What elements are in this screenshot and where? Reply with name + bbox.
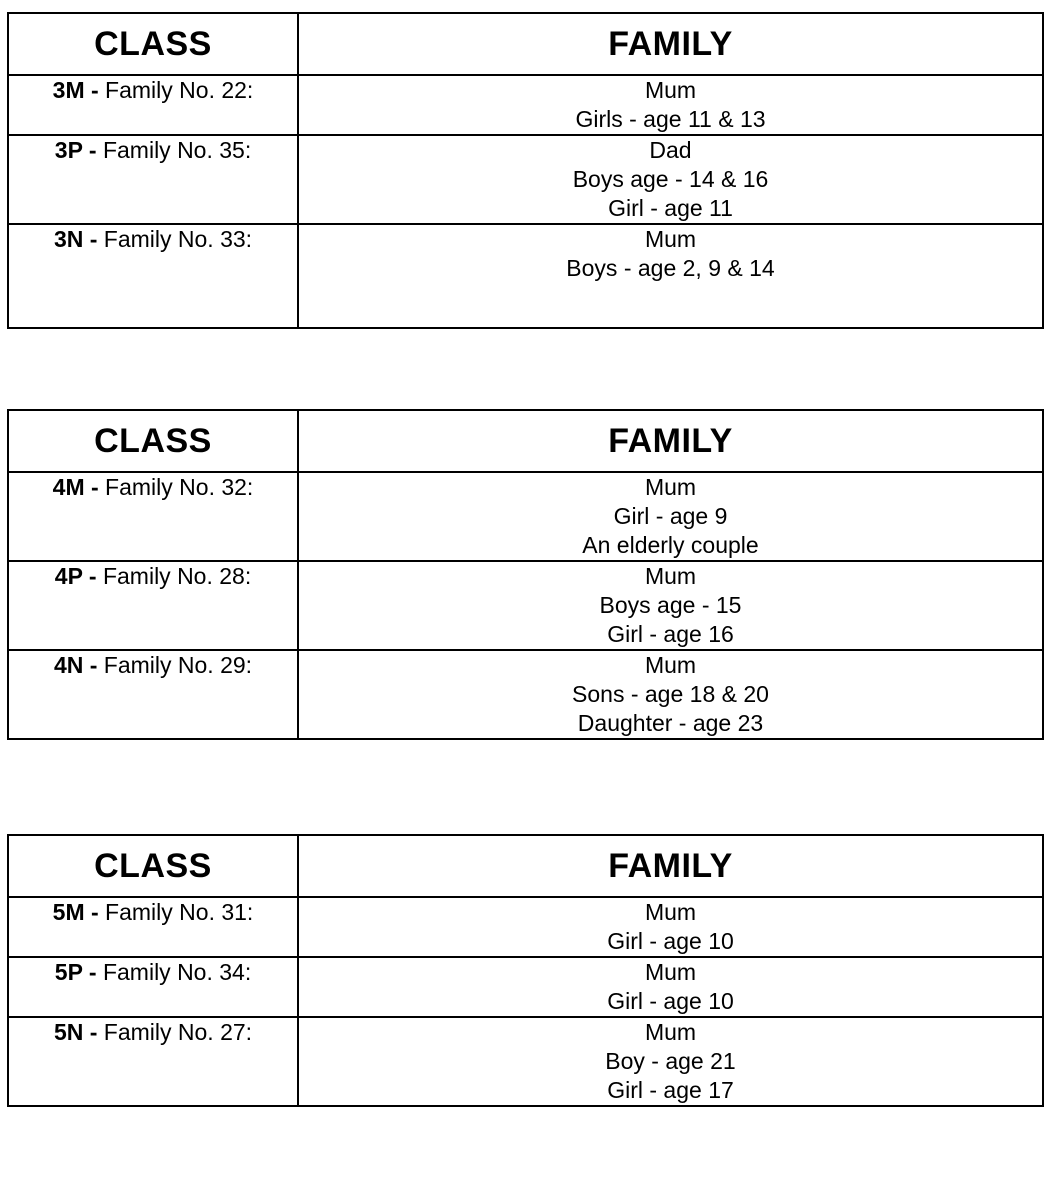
class-family-table-year-4 xyxy=(7,409,1044,740)
table-header-row xyxy=(8,13,1043,75)
table-row xyxy=(8,1017,1043,1106)
table-row xyxy=(8,650,1043,739)
class-code: 3P - xyxy=(54,137,97,163)
class-cell xyxy=(8,561,298,650)
class-code: 4N - xyxy=(53,652,98,678)
table-row xyxy=(8,897,1043,957)
table-header-row xyxy=(8,835,1043,897)
table-row xyxy=(8,472,1043,561)
family-member: Mum xyxy=(644,474,697,500)
family-number-label: Family No. 35: xyxy=(96,137,252,163)
family-member: Mum xyxy=(644,959,697,985)
family-members-cell xyxy=(298,650,1043,739)
class-code: 4P - xyxy=(54,563,97,589)
class-cell xyxy=(8,957,298,1017)
table-header-row xyxy=(8,410,1043,472)
table-row xyxy=(8,561,1043,650)
class-cell xyxy=(8,650,298,739)
class-column-header: CLASS xyxy=(8,835,298,897)
class-column-header: CLASS xyxy=(8,13,298,75)
family-member: Mum xyxy=(644,226,697,252)
family-members-cell xyxy=(298,957,1043,1017)
family-number-label: Family No. 32: xyxy=(98,474,254,500)
family-member: Boys age - 15 xyxy=(599,592,742,618)
family-column-header: FAMILY xyxy=(298,13,1043,75)
family-member: Daughter - age 23 xyxy=(577,710,764,736)
family-member: Mum xyxy=(644,899,697,925)
family-member: Boys age - 14 & 16 xyxy=(572,166,769,192)
class-code: 5N - xyxy=(53,1019,98,1045)
family-member: An elderly couple xyxy=(582,532,759,558)
family-number-label: Family No. 31: xyxy=(98,899,254,925)
family-member: Mum xyxy=(644,77,697,103)
family-member: Mum xyxy=(644,563,697,589)
family-number-label: Family No. 33: xyxy=(97,226,253,252)
family-member: Dad xyxy=(649,137,692,163)
class-cell xyxy=(8,1017,298,1106)
class-cell xyxy=(8,135,298,224)
family-members-cell xyxy=(298,1017,1043,1106)
family-member: Mum xyxy=(644,1019,697,1045)
family-member: Girl - age 10 xyxy=(607,928,734,954)
family-number-label: Family No. 29: xyxy=(97,652,253,678)
family-member: Girl - age 17 xyxy=(607,1077,734,1103)
family-member: Boys - age 2, 9 & 14 xyxy=(566,255,775,281)
table-row xyxy=(8,224,1043,328)
family-members-cell xyxy=(298,897,1043,957)
class-code: 4M - xyxy=(52,474,99,500)
family-member: Sons - age 18 & 20 xyxy=(572,681,769,707)
class-family-table-year-5 xyxy=(7,834,1044,1107)
class-code: 3N - xyxy=(53,226,98,252)
family-number-label: Family No. 28: xyxy=(96,563,252,589)
class-cell xyxy=(8,472,298,561)
family-member: Girl - age 11 xyxy=(608,195,733,221)
family-member: Mum xyxy=(644,652,697,678)
class-cell xyxy=(8,897,298,957)
table-row xyxy=(8,957,1043,1017)
class-code: 5P - xyxy=(54,959,97,985)
family-member: Girl - age 10 xyxy=(607,988,734,1014)
family-member: Girl - age 16 xyxy=(607,621,734,647)
class-code: 3M - xyxy=(52,77,99,103)
family-column-header: FAMILY xyxy=(298,410,1043,472)
class-cell xyxy=(8,75,298,135)
class-code: 5M - xyxy=(52,899,99,925)
family-member: Girls - age 11 & 13 xyxy=(575,106,766,132)
family-members-cell xyxy=(298,135,1043,224)
family-number-label: Family No. 27: xyxy=(97,1019,253,1045)
family-members-cell xyxy=(298,561,1043,650)
family-members-cell xyxy=(298,224,1043,328)
family-members-cell xyxy=(298,472,1043,561)
table-row xyxy=(8,135,1043,224)
family-column-header: FAMILY xyxy=(298,835,1043,897)
family-number-label: Family No. 34: xyxy=(96,959,252,985)
class-column-header: CLASS xyxy=(8,410,298,472)
class-family-table-year-3 xyxy=(7,12,1044,329)
family-number-label: Family No. 22: xyxy=(98,77,254,103)
class-cell xyxy=(8,224,298,328)
table-row xyxy=(8,75,1043,135)
family-member: Girl - age 9 xyxy=(613,503,728,529)
family-member: Boy - age 21 xyxy=(605,1048,736,1074)
family-members-cell xyxy=(298,75,1043,135)
